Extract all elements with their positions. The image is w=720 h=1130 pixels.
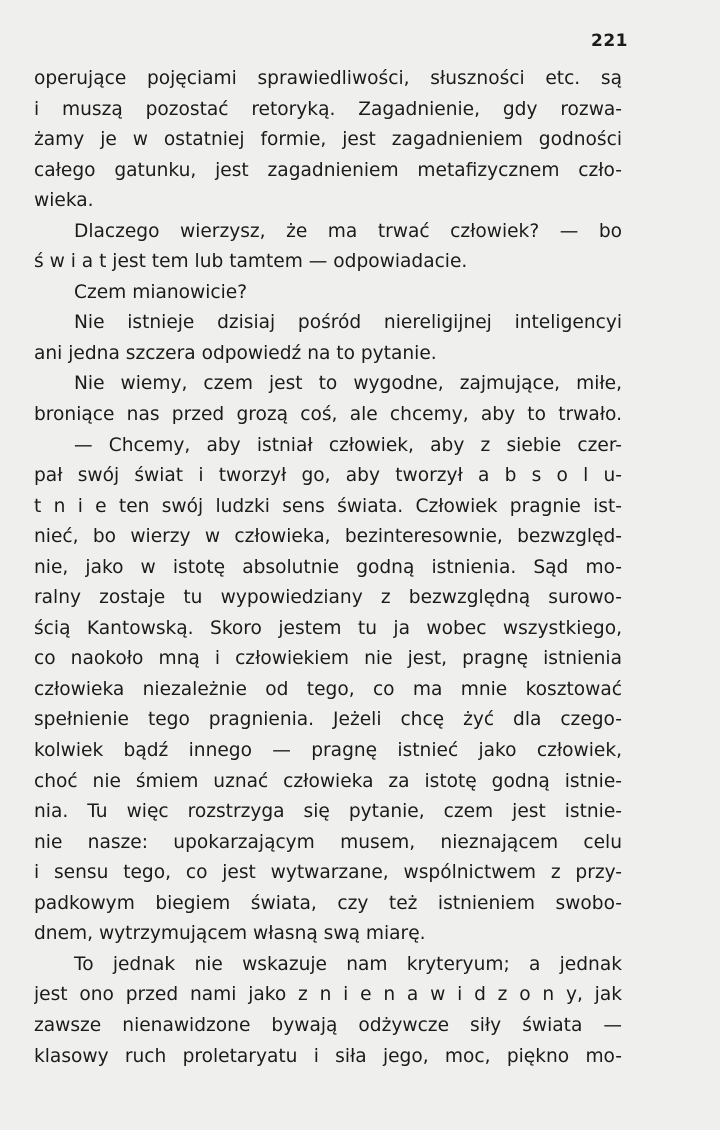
text-line: padkowym biegiem świata, czy też istnieniem swobo- [34, 892, 622, 914]
text-line: kolwiek bądź innego — pragnę istnieć jako człowiek, [34, 740, 622, 762]
text-line: żamy je w ostatniej formie, jest zagadnieniem godności [34, 129, 622, 151]
text-line: spełnienie tego pragnienia. Jeżeli chcę żyć dla czego- [34, 709, 622, 731]
page-number: 221 [591, 31, 628, 51]
text-line: broniące nas przed grozą coś, ale chcemy, aby to trwało. [34, 404, 622, 426]
text-line: — Chcemy, aby istniał człowiek, aby z siebie czer- [74, 434, 622, 456]
text-line: co naokoło mną i człowiekiem nie jest, pragnę istnienia [34, 648, 622, 670]
body-text [34, 64, 622, 1072]
text-line: To jednak nie wskazuje nam kryteryum; a jednak [74, 953, 622, 975]
text-line: Nie istnieje dzisiaj pośród niereligijnej inteligencyi [74, 312, 622, 334]
text-line: wieka. [34, 190, 94, 212]
text-line: operujące pojęciami sprawiedliwości, słuszności etc. są [34, 68, 622, 89]
text-line: ani jedna szczera odpowiedź na to pytanie. [34, 342, 437, 364]
text-line: i sensu tego, co jest wytwarzane, wspólnictwem z przy- [34, 862, 622, 884]
text-line: pał swój świat i tworzył go, aby tworzył a b s o l u- [34, 465, 622, 487]
text-line: nia. Tu więc rozstrzyga się pytanie, czem jest istnie- [34, 801, 622, 823]
text-line: nie, jako w istotę absolutnie godną istnienia. Sąd mo- [34, 556, 622, 578]
text-line: Czem mianowicie? [74, 281, 248, 303]
text-line: jest ono przed nami jako z n i e n a w i d z o n y, jak [34, 984, 622, 1006]
text-line: nieć, bo wierzy w człowieka, bezinteresownie, bezwzględ- [34, 526, 622, 548]
text-line: ś w i a t jest tem lub tamtem — odpowiadacie. [34, 251, 468, 273]
text-line: klasowy ruch proletaryatu i siła jego, moc, piękno mo- [34, 1045, 622, 1067]
text-line: choć nie śmiem uznać człowieka za istotę godną istnie- [34, 770, 622, 792]
text-line: człowieka niezależnie od tego, co ma mnie kosztować [34, 678, 622, 700]
text-line: ralny zostaje tu wypowiedziany z bezwzględną surowo- [34, 587, 622, 609]
text-line: i muszą pozostać retoryką. Zagadnienie, gdy rozwa- [34, 98, 622, 120]
text-line: Dlaczego wierzysz, że ma trwać człowiek? — bo [74, 220, 622, 242]
text-line: dnem, wytrzymującem własną swą miarę. [34, 923, 426, 945]
text-line: całego gatunku, jest zagadnieniem metafizycznem czło- [34, 159, 622, 181]
text-line: ścią Kantowską. Skoro jestem tu ja wobec wszystkiego, [34, 617, 622, 639]
text-line: t n i e ten swój ludzki sens świata. Człowiek pragnie ist- [34, 495, 622, 517]
text-line: Nie wiemy, czem jest to wygodne, zajmujące, miłe, [74, 373, 622, 395]
text-line: zawsze nienawidzone bywają odżywcze siły świata — [34, 1014, 622, 1036]
text-line: nie nasze: upokarzającym musem, nieznającem celu [34, 831, 622, 853]
